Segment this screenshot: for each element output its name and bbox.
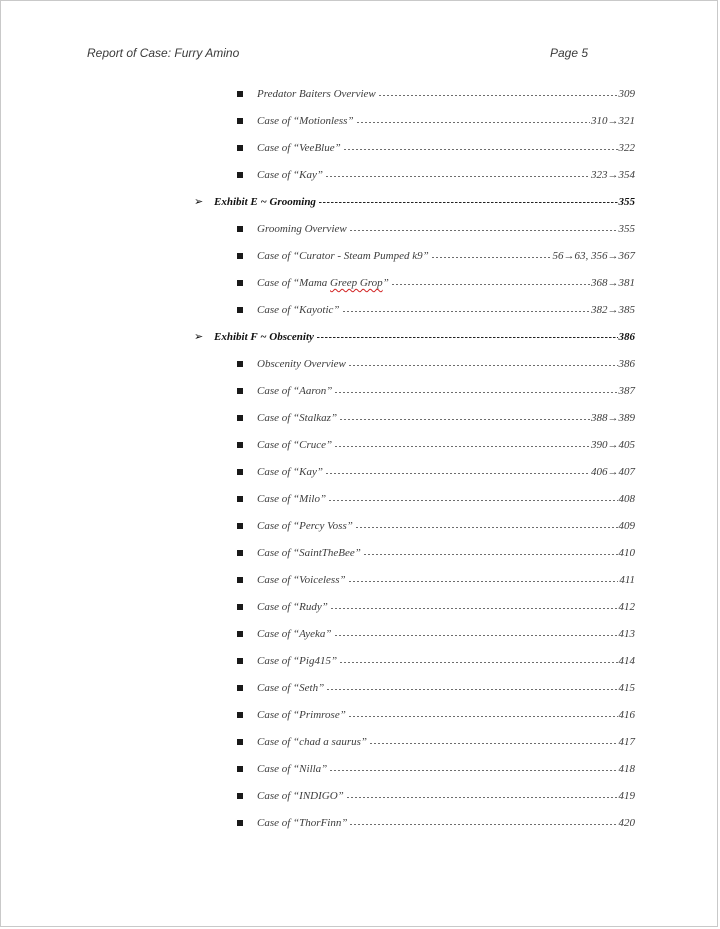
toc-entry-title xyxy=(257,598,331,616)
toc-entry-title-text: Case of “Curator - Steam Pumped k9” xyxy=(257,250,429,262)
toc-entry-title xyxy=(257,436,335,454)
toc-entry-title-text: Case of “chad a saurus” xyxy=(257,736,368,748)
toc-page-number: 56→63, 356→367 xyxy=(552,250,635,262)
square-bullet-icon xyxy=(237,577,243,583)
dot-leader xyxy=(317,337,618,339)
toc-entry-title-text: Case of “Percy Voss” xyxy=(257,520,353,532)
square-bullet-icon xyxy=(237,793,243,799)
header-title: Report of Case: Furry Amino xyxy=(87,46,240,60)
toc-entry-title-text: Case of “Ayeka” xyxy=(257,628,332,640)
toc-entry-title xyxy=(257,814,350,832)
toc-entry-title xyxy=(257,112,357,130)
toc-entry xyxy=(235,382,635,400)
toc-entry xyxy=(235,760,635,778)
toc-entry-title-text: Case of “Nilla” xyxy=(257,763,328,775)
toc-entry xyxy=(235,85,635,103)
square-bullet-icon xyxy=(237,604,243,610)
toc-entry-title-text: Case of “Primrose” xyxy=(257,709,346,721)
dot-leader xyxy=(379,95,618,96)
dot-leader xyxy=(370,743,617,744)
toc-entry-title xyxy=(257,85,379,103)
toc-entry-title-text: Case of “Cruce” xyxy=(257,439,333,451)
square-bullet-icon xyxy=(237,766,243,772)
arrow-bullet-icon: ➢ xyxy=(194,330,204,343)
toc-entry-title-text: Exhibit F ~ Obscenity xyxy=(214,331,314,343)
toc-entry xyxy=(235,409,635,427)
dot-leader xyxy=(326,473,590,474)
toc-page-number: 417 xyxy=(618,736,635,748)
dot-leader xyxy=(335,446,590,447)
square-bullet-icon xyxy=(237,658,243,664)
toc-page-number: 310→321 xyxy=(591,115,635,127)
toc-entry-title-text: Exhibit E ~ Grooming xyxy=(214,196,316,208)
toc-entry-title xyxy=(257,706,349,724)
toc-page-number: 387 xyxy=(618,385,635,397)
square-bullet-icon xyxy=(237,253,243,259)
toc-entry xyxy=(235,490,635,508)
dot-leader xyxy=(335,635,618,636)
toc-entry-title xyxy=(257,652,340,670)
dot-leader xyxy=(329,500,617,501)
toc-entry xyxy=(235,571,635,589)
square-bullet-icon xyxy=(237,442,243,448)
toc-entry xyxy=(235,544,635,562)
arrow-bullet-icon: ➢ xyxy=(194,195,204,208)
square-bullet-icon xyxy=(237,280,243,286)
dot-leader xyxy=(432,257,552,258)
square-bullet-icon xyxy=(237,820,243,826)
toc-entry-title-text: Case of “Milo” xyxy=(257,493,327,505)
toc-entry xyxy=(235,598,635,616)
toc-page-number: 382→385 xyxy=(591,304,635,316)
square-bullet-icon xyxy=(237,172,243,178)
dot-leader xyxy=(335,392,617,393)
toc-entry-title xyxy=(257,409,340,427)
dot-leader xyxy=(349,716,618,717)
toc-entry xyxy=(235,166,635,184)
toc-entry-title xyxy=(257,220,350,238)
toc-entry xyxy=(235,112,635,130)
toc-entry xyxy=(235,220,635,238)
toc-entry-title xyxy=(257,571,349,589)
toc-entry xyxy=(235,274,635,292)
toc-entry-title-text: Case of “Mama xyxy=(257,277,331,289)
toc-entry-title-text: Case of “INDIGO” xyxy=(257,790,344,802)
toc-page-number: 386 xyxy=(618,331,635,343)
toc-entry xyxy=(235,733,635,751)
spellcheck-flagged-word: Greep Grop xyxy=(330,277,383,289)
dot-leader xyxy=(347,797,618,798)
toc-entry-title-text: Case of “Stalkaz” xyxy=(257,412,338,424)
dot-leader xyxy=(340,419,590,420)
toc-entry-title-text: Case of “SaintTheBee” xyxy=(257,547,361,559)
toc-entry-title-text: Case of “Kay” xyxy=(257,466,324,478)
square-bullet-icon xyxy=(237,307,243,313)
toc-page-number: 419 xyxy=(618,790,635,802)
dot-leader xyxy=(326,176,590,177)
toc-page-number: 408 xyxy=(618,493,635,505)
toc-entry xyxy=(235,679,635,697)
toc-entry xyxy=(235,247,635,265)
square-bullet-icon xyxy=(237,361,243,367)
square-bullet-icon xyxy=(237,118,243,124)
dot-leader xyxy=(344,149,618,150)
toc-page-number: 411 xyxy=(619,574,635,586)
toc-entry-title-text: Grooming Overview xyxy=(257,223,347,235)
toc-page-number: 322 xyxy=(618,142,635,154)
dot-leader xyxy=(331,608,618,609)
dot-leader xyxy=(319,202,618,204)
toc-entry xyxy=(235,139,635,157)
dot-leader xyxy=(349,581,619,582)
dot-leader xyxy=(356,527,618,528)
toc-entry-title-text: Case of “Kayotic” xyxy=(257,304,340,316)
square-bullet-icon xyxy=(237,631,243,637)
toc-page-number: 412 xyxy=(618,601,635,613)
toc-page-number: 415 xyxy=(618,682,635,694)
toc-entry-title-text: Case of “Voiceless” xyxy=(257,574,346,586)
dot-leader xyxy=(357,122,590,123)
toc-entry-title-text: Case of “Motionless” xyxy=(257,115,354,127)
dot-leader xyxy=(327,689,617,690)
toc-entry xyxy=(235,652,635,670)
dot-leader xyxy=(350,230,618,231)
toc-entry-title xyxy=(257,625,335,643)
toc-entry-title xyxy=(257,787,347,805)
square-bullet-icon xyxy=(237,739,243,745)
toc-page-number: 388→389 xyxy=(591,412,635,424)
toc-entry-title-suffix: ” xyxy=(382,277,389,289)
toc-page-number: 323→354 xyxy=(591,169,635,181)
toc-entry xyxy=(235,463,635,481)
square-bullet-icon xyxy=(237,388,243,394)
dot-leader xyxy=(364,554,618,555)
toc-exhibit-entry xyxy=(194,193,635,211)
toc-page-number: 309 xyxy=(618,88,635,100)
toc-entry-title xyxy=(257,679,327,697)
toc-entry-title xyxy=(257,490,329,508)
toc-entry-title xyxy=(257,517,356,535)
dot-leader xyxy=(392,284,590,285)
toc-page-number: 416 xyxy=(618,709,635,721)
header-page-number: Page 5 xyxy=(550,46,589,60)
toc-entry-title xyxy=(257,274,392,292)
toc-entry-title xyxy=(257,760,330,778)
square-bullet-icon xyxy=(237,496,243,502)
toc-entry xyxy=(235,625,635,643)
toc-page-number: 355 xyxy=(618,223,635,235)
toc-entry-title-text: Case of “Kay” xyxy=(257,169,324,181)
toc-entry-title xyxy=(257,544,364,562)
toc-entry-title xyxy=(214,328,317,346)
dot-leader xyxy=(343,311,590,312)
toc-entry-title-text: Predator Baiters Overview xyxy=(257,88,376,100)
toc-entry-title xyxy=(257,733,370,751)
square-bullet-icon xyxy=(237,415,243,421)
dot-leader xyxy=(330,770,617,771)
square-bullet-icon xyxy=(237,712,243,718)
toc-entry xyxy=(235,301,635,319)
toc-entry xyxy=(235,787,635,805)
toc-entry-title-text: Case of “VeeBlue” xyxy=(257,142,341,154)
toc-page-number: 406→407 xyxy=(591,466,635,478)
toc-entry-title xyxy=(257,382,335,400)
toc-page-number: 368→381 xyxy=(591,277,635,289)
dot-leader xyxy=(350,824,617,825)
square-bullet-icon xyxy=(237,550,243,556)
toc-page-number: 420 xyxy=(618,817,635,829)
square-bullet-icon xyxy=(237,523,243,529)
dot-leader xyxy=(349,365,618,366)
toc-exhibit-entry xyxy=(194,328,635,346)
toc-entry-title-text: Case of “ThorFinn” xyxy=(257,817,348,829)
toc-entry-title-text: Case of “Rudy” xyxy=(257,601,328,613)
dot-leader xyxy=(340,662,617,663)
toc-entry-title-text: Obscenity Overview xyxy=(257,358,346,370)
toc-entry xyxy=(235,436,635,454)
square-bullet-icon xyxy=(237,145,243,151)
toc-entry-title xyxy=(214,193,319,211)
toc-entry-title xyxy=(257,166,326,184)
toc-page-number: 414 xyxy=(618,655,635,667)
toc-entry xyxy=(235,517,635,535)
toc-entry-title-text: Case of “Pig415” xyxy=(257,655,338,667)
square-bullet-icon xyxy=(237,685,243,691)
toc-entry-title xyxy=(257,463,326,481)
toc-page-number: 390→405 xyxy=(591,439,635,451)
toc-entry-title xyxy=(257,139,344,157)
square-bullet-icon xyxy=(237,91,243,97)
toc-entry xyxy=(235,706,635,724)
toc-page-number: 386 xyxy=(618,358,635,370)
toc-page-number: 409 xyxy=(618,520,635,532)
toc-page-number: 410 xyxy=(618,547,635,559)
toc-entry-title xyxy=(257,355,349,373)
toc-page-number: 418 xyxy=(618,763,635,775)
toc-entry xyxy=(235,814,635,832)
toc-entry-title-text: Case of “Seth” xyxy=(257,682,325,694)
toc-entry-title xyxy=(257,301,343,319)
toc-page-number: 413 xyxy=(618,628,635,640)
toc-page-number: 355 xyxy=(618,196,635,208)
toc-entry xyxy=(235,355,635,373)
toc-entry-title-text: Case of “Aaron” xyxy=(257,385,333,397)
toc-entry-title xyxy=(257,247,432,265)
square-bullet-icon xyxy=(237,469,243,475)
square-bullet-icon xyxy=(237,226,243,232)
